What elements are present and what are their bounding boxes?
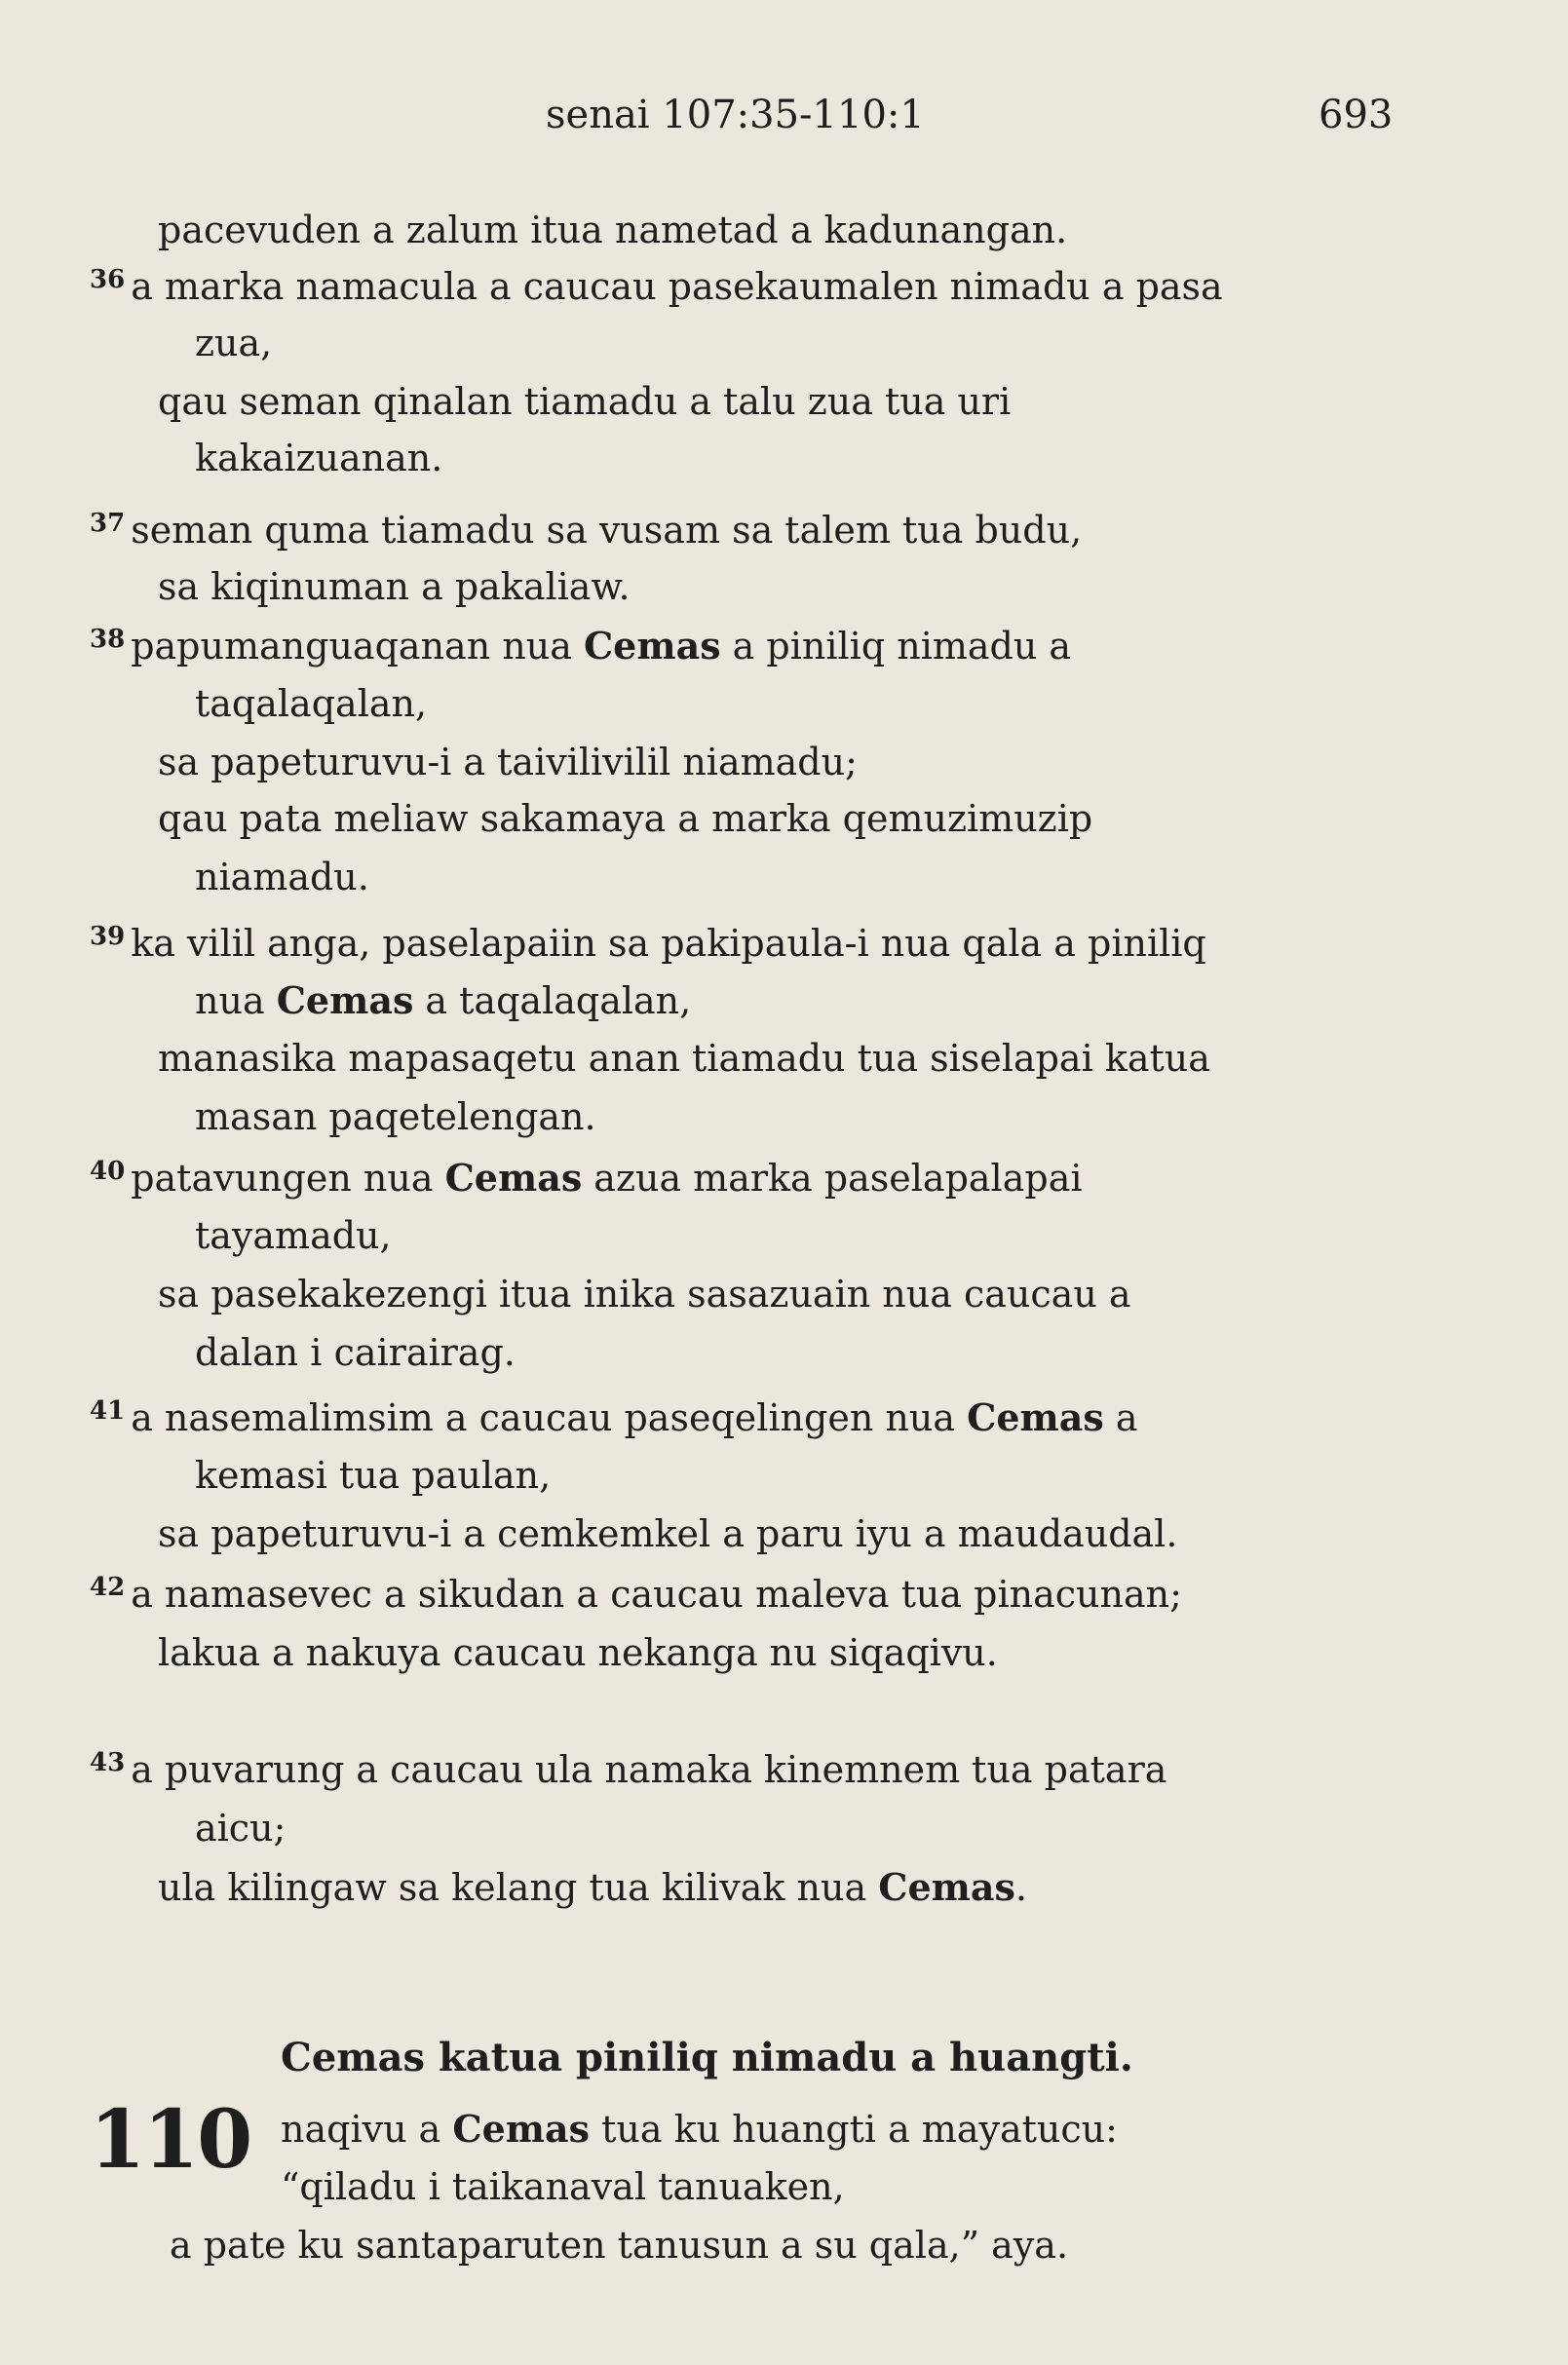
verse-line: masan paqetelengan. <box>195 1095 596 1138</box>
verse-number: 40 <box>90 1157 126 1186</box>
verse-line: nua Cemas a taqalaqalan, <box>195 978 692 1022</box>
verse-39: $^{39}$ ka vilil anga, paselapaiin sa pakipaula-i nua qala a piniliq <box>90 922 1206 965</box>
divine-name: Cemas <box>452 2107 591 2151</box>
verse-line: sa papeturuvu-i a taivilivilil niamadu; <box>158 741 858 783</box>
verse-number: 41 <box>90 1396 126 1426</box>
verse-number: 37 <box>90 509 126 538</box>
verse-line: kemasi tua paulan, <box>195 1454 552 1497</box>
verse-42: $^{42}$ a namasevec a sikudan a caucau maleva tua pinacunan; <box>90 1573 1182 1616</box>
verse-line: qau pata meliaw sakamaya a marka qemuzimuzip <box>158 797 1093 840</box>
verse-line: naqivu a Cemas tua ku huangti a mayatucu: <box>281 2107 1118 2151</box>
verse-36: $^{36}$ a marka namacula a caucau pasekaumalen nimadu a pasa <box>90 265 1223 308</box>
divine-name: Cemas <box>583 624 721 668</box>
psalm-110-heading: Cemas katua piniliq nimadu a huangti. <box>281 2035 1133 2080</box>
verse-line: sa pasekakezengi itua inika sasazuain nua caucau a <box>158 1273 1131 1316</box>
verse-line: kakaizuanan. <box>195 437 443 479</box>
verse-line: aicu; <box>195 1807 287 1850</box>
verse-number: 43 <box>90 1748 126 1777</box>
verse-line: lakua a nakuya caucau nekanga nu siqaqivu. <box>158 1631 998 1674</box>
verse-43: $^{43}$ a puvarung a caucau ula namaka kinemnem tua patara <box>90 1748 1167 1791</box>
verse-number: 38 <box>90 625 126 654</box>
divine-name: Cemas <box>967 1395 1104 1439</box>
verse-40: $^{40}$ patavungen nua Cemas azua marka paselapalapai <box>90 1156 1083 1200</box>
verse-41: $^{41}$ a nasemalimsim a caucau paseqelingen nua Cemas a <box>90 1395 1138 1439</box>
verse-line: pacevuden a zalum itua nametad a kadunangan. <box>158 209 1068 251</box>
verse-line: qau seman qinalan tiamadu a talu zua tua uri <box>158 380 1012 423</box>
page-header <box>0 93 1568 151</box>
verse-line: ula kilingaw sa kelang tua kilivak nua Cemas. <box>158 1865 1027 1909</box>
chapter-number: 110 <box>90 2093 251 2187</box>
page-number: 693 <box>1319 93 1394 137</box>
verse-line: “qiladu i taikanaval tanuaken, <box>281 2165 845 2208</box>
divine-name: Cemas <box>276 978 414 1022</box>
verse-38: $^{38}$ papumanguaqanan nua Cemas a piniliq nimadu a <box>90 624 1072 668</box>
verse-line: dalan i cairairag. <box>195 1331 516 1374</box>
verse-line: taqalaqalan, <box>195 682 428 725</box>
verse-number: 36 <box>90 265 126 294</box>
verse-line: tayamadu, <box>195 1214 392 1257</box>
verse-number: 42 <box>90 1573 126 1602</box>
divine-name: Cemas <box>878 1865 1015 1909</box>
verse-line: sa papeturuvu-i a cemkemkel a paru iyu a maudaudal. <box>158 1512 1178 1555</box>
running-title: senai 107:35-110:1 <box>546 93 925 137</box>
verse-line: niamadu. <box>195 856 369 898</box>
verse-number: 39 <box>90 922 126 951</box>
verse-line: manasika mapasaqetu anan tiamadu tua siselapai katua <box>158 1037 1210 1080</box>
verse-37: $^{37}$ seman quma tiamadu sa vusam sa talem tua budu, <box>90 509 1083 552</box>
verse-line: sa kiqinuman a pakaliaw. <box>158 565 631 608</box>
verse-line: a pate ku santaparuten tanusun a su qala,” aya. <box>170 2224 1069 2267</box>
verse-line: zua, <box>195 322 273 364</box>
divine-name: Cemas <box>444 1156 583 1200</box>
